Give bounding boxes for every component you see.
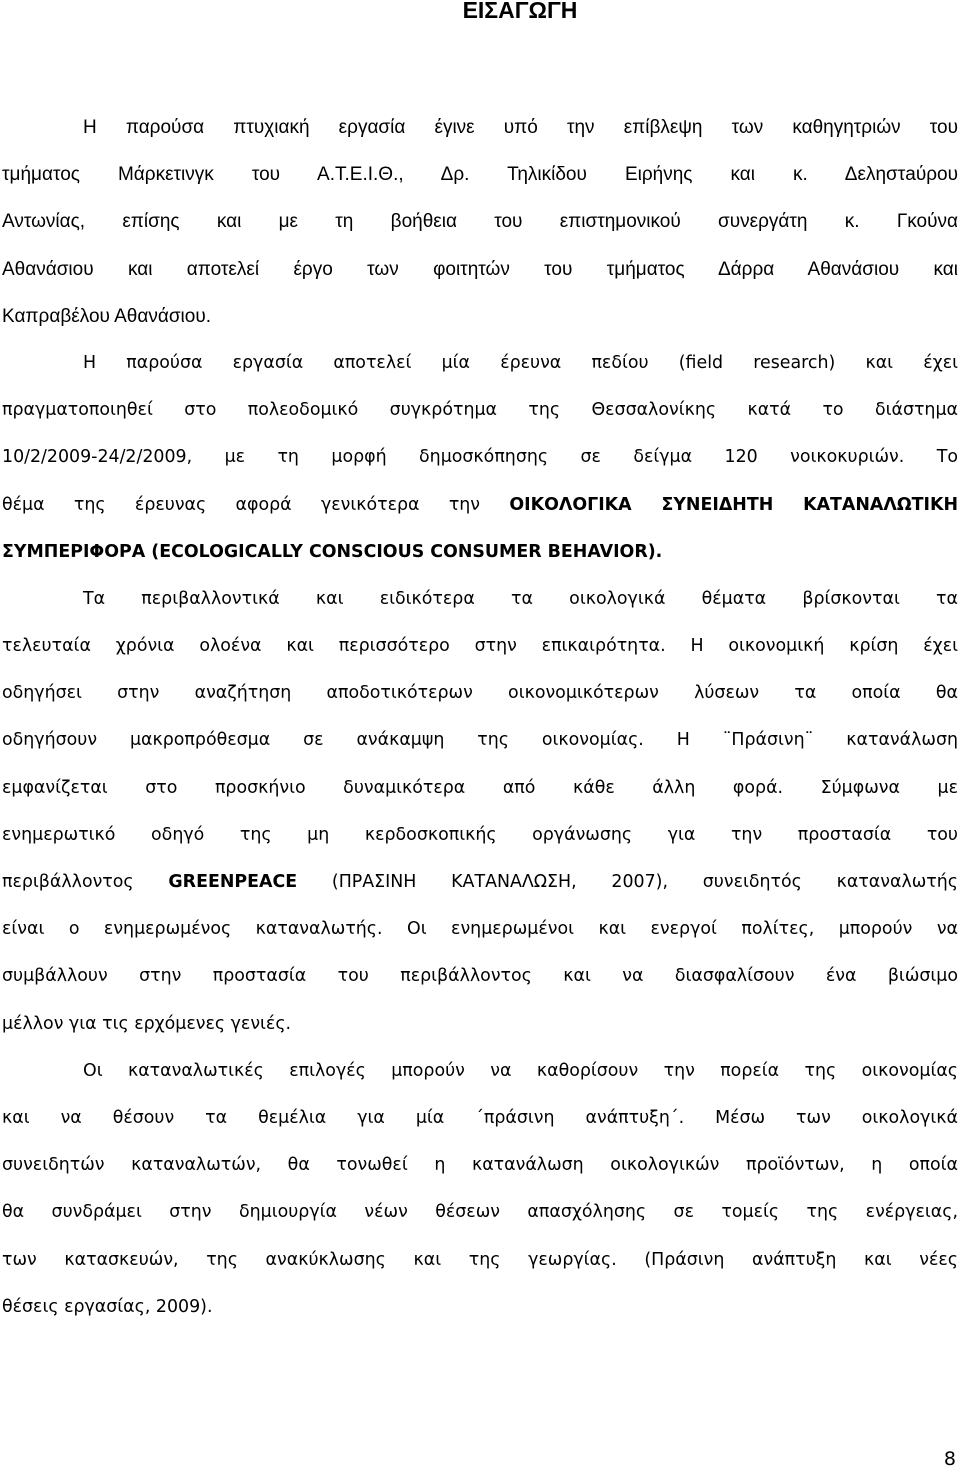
research-topic-bold: ΟΙΚΟΛΟΓΙΚΑ ΣΥΝΕΙΔΗΤΗ ΚΑΤΑΝΑΛΩΤΙΚΗ	[509, 494, 958, 515]
paragraph-line: είναι ο ενημερωμένος καταναλωτής. Οι ενημερωμένοι και ενεργοί πολίτες, μπορούν να	[2, 919, 958, 940]
paragraph-line: θέσεις εργασίας, 2009).	[2, 1296, 213, 1317]
research-topic-bold: ΣΥΜΠΕΡΙΦΟΡΑ (ECOLOGICALLY CONSCIOUS CONSUMER BEHAVIOR).	[2, 541, 663, 562]
paragraph-line	[2, 529, 958, 576]
paragraph-line: εμφανίζεται στο προσκήνιο δυναμικότερα από κάθε άλλη φορά. Σύμφωνα με	[2, 777, 958, 798]
paragraph-line: τμήματος Μάρκετινγκ του Α.Τ.Ε.Ι.Θ., Δρ. Τηλικίδου Ειρήνης και κ. Δεληστaύρου	[2, 164, 958, 186]
organization-name-bold: GREENPEACE	[168, 872, 298, 892]
paragraph-line: οδηγήσει στην αναζήτηση αποδοτικότερων οικονομικότερων λύσεων τα οποία θα	[2, 683, 958, 704]
paragraph-line: οδηγήσουν μακροπρόθεσμα σε ανάκαμψη της οικονομίας. Η ¨Πράσινη¨ κατανάλωση	[2, 730, 958, 751]
paragraph-line: συμβάλλουν στην προστασία του περιβάλλοντος και να διασφαλίσουν ένα βιώσιμο	[2, 966, 958, 987]
paragraph-line: συνειδητών καταναλωτών, θα τονωθεί η κατανάλωση οικολογικών προϊόντων, η οποία	[2, 1155, 958, 1176]
paragraph-line: ενημερωτικό οδηγό της μη κερδοσκοπικής οργάνωσης για την προστασία του	[2, 824, 958, 845]
paragraph-research-description	[2, 340, 958, 576]
line-text: περιβάλλοντος	[2, 872, 169, 892]
paragraph-environmental-issues	[2, 576, 958, 1048]
paragraph-line	[2, 482, 958, 529]
paragraph-line: μέλλον για τις ερχόμενες γενιές.	[2, 1013, 292, 1034]
paragraph-line: Η παρούσα εργασία αποτελεί μία έρευνα πεδίου (field research) και έχει	[83, 352, 958, 373]
paragraph-line: Αντωνίας, επίσης και με τη βοήθεια του επιστημονικού συνεργάτη κ. Γκούνα	[2, 211, 958, 233]
paragraph-line: πραγματοποιηθεί στο πολεοδομικό συγκρότημα της Θεσσαλονίκης κατά το διάστημα	[2, 400, 958, 421]
line-text: θέμα της έρευνας αφορά γενικότερα την	[2, 494, 510, 515]
page-number: 8	[943, 1448, 956, 1470]
paragraph-line: Τα περιβαλλοντικά και ειδικότερα τα οικολογικά θέματα βρίσκονται τα	[83, 588, 958, 609]
document-body	[2, 104, 958, 1331]
paragraph-consumer-choices	[2, 1048, 958, 1331]
paragraph-line: Αθανάσιου και αποτελεί έργο των φοιτητών του τμήματος Δάρρα Αθανάσιου και	[2, 258, 958, 280]
paragraph-line: τελευταία χρόνια ολοένα και περισσότερο στην επικαιρότητα. Η οικονομική κρίση έχει	[2, 636, 958, 657]
page-title: ΕΙΣΑΓΩΓΗ	[462, 0, 578, 23]
paragraph-line	[2, 859, 958, 906]
paragraph-line: και να θέσουν τα θεμέλια για μία ΄πράσινη ανάπτυξη΄. Μέσω των οικολογικά	[2, 1107, 958, 1128]
paragraph-supervision	[2, 104, 958, 340]
paragraph-line: 10/2/2009-24/2/2009, με τη μορφή δημοσκόπησης σε δείγμα 120 νοικοκυριών. Το	[2, 447, 958, 468]
paragraph-line: Καπραβέλου Αθανάσιου.	[2, 305, 212, 327]
line-text: (ΠΡΑΣΙΝΗ ΚΑΤΑΝΑΛΩΣΗ, 2007), συνειδητός καταναλωτής	[297, 872, 959, 892]
paragraph-line: Οι καταναλωτικές επιλογές μπορούν να καθορίσουν την πορεία της οικονομίας	[83, 1060, 958, 1081]
paragraph-line: των κατασκευών, της ανακύκλωσης και της γεωργίας. (Πράσινη ανάπτυξη και νέες	[2, 1249, 958, 1270]
paragraph-line: Η παρούσα πτυχιακή εργασία έγινε υπό την επίβλεψη των καθηγητριών του	[83, 117, 958, 138]
paragraph-line: θα συνδράμει στην δημιουργία νέων θέσεων απασχόλησης σε τομείς της ενέργειας,	[2, 1202, 958, 1223]
